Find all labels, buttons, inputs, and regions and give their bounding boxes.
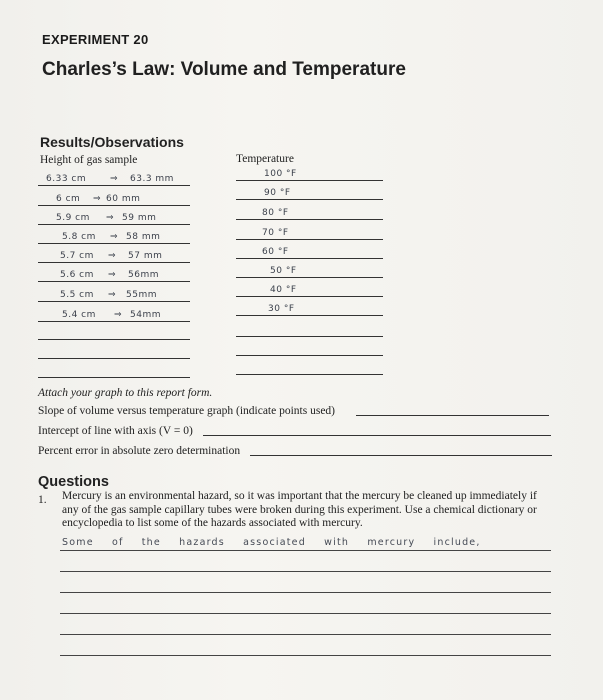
slope-answer-line[interactable] bbox=[356, 415, 549, 416]
temperature-value: 50 °F bbox=[270, 266, 297, 276]
height-row bbox=[38, 268, 190, 282]
height-mm: 59 mm bbox=[122, 213, 157, 223]
height-row bbox=[38, 172, 190, 186]
intercept-label: Intercept of line with axis (V = 0) bbox=[38, 425, 193, 437]
blank-height-line bbox=[38, 339, 190, 340]
attach-graph-note: Attach your graph to this report form. bbox=[38, 387, 213, 399]
height-column-header: Height of gas sample bbox=[40, 154, 138, 166]
temperature-column-header: Temperature bbox=[236, 153, 294, 165]
temperature-value: 30 °F bbox=[268, 304, 295, 314]
temperature-line bbox=[236, 219, 383, 220]
temperature-row bbox=[236, 167, 383, 181]
height-cm: 5.4 cm bbox=[62, 310, 96, 320]
height-line bbox=[38, 243, 190, 244]
height-row bbox=[38, 230, 190, 244]
temperature-line bbox=[236, 258, 383, 259]
temperature-value: 40 °F bbox=[270, 285, 297, 295]
temperature-value: 80 °F bbox=[262, 208, 289, 218]
height-line bbox=[38, 185, 190, 186]
temperature-row bbox=[236, 264, 383, 278]
height-cm: 5.9 cm bbox=[56, 213, 90, 223]
height-line bbox=[38, 224, 190, 225]
height-line bbox=[38, 281, 190, 282]
temperature-line bbox=[236, 239, 383, 240]
percent-error-answer-line[interactable] bbox=[250, 455, 552, 456]
height-row bbox=[38, 308, 190, 322]
height-cm: 5.6 cm bbox=[60, 270, 94, 280]
question-number: 1. bbox=[38, 494, 47, 506]
question-1-text: Mercury is an environmental hazard, so it was important that the mercury be cleaned up immediately if any of the gas sample capillary tubes were broken during this experiment. Use a chemical dictionary or encyclopedia to list some of the hazards associated with mercury. bbox=[62, 490, 537, 529]
blank-temperature-line bbox=[236, 355, 383, 356]
answer-handwriting: Some of the hazards associated with mercury include, bbox=[62, 537, 481, 548]
height-line bbox=[38, 205, 190, 206]
height-cm: 6 cm bbox=[56, 194, 81, 204]
height-mm: 60 mm bbox=[106, 194, 141, 204]
arrow-icon: ⇒ bbox=[93, 194, 102, 204]
height-mm: 54mm bbox=[130, 310, 161, 320]
height-line bbox=[38, 321, 190, 322]
height-cm: 5.7 cm bbox=[60, 251, 94, 261]
percent-error-label: Percent error in absolute zero determination bbox=[38, 445, 241, 457]
height-mm: 58 mm bbox=[126, 232, 161, 242]
height-cm: 6.33 cm bbox=[46, 174, 87, 184]
questions-heading: Questions bbox=[38, 474, 109, 490]
answer-line[interactable] bbox=[60, 550, 551, 551]
arrow-icon: ⇒ bbox=[108, 251, 117, 261]
height-mm: 55mm bbox=[126, 290, 157, 300]
temperature-line bbox=[236, 315, 383, 316]
temperature-value: 90 °F bbox=[264, 188, 291, 198]
arrow-icon: ⇒ bbox=[114, 310, 123, 320]
blank-height-line bbox=[38, 358, 190, 359]
arrow-icon: ⇒ bbox=[106, 213, 115, 223]
height-row bbox=[38, 211, 190, 225]
answer-line[interactable] bbox=[60, 634, 551, 635]
height-cm: 5.8 cm bbox=[62, 232, 96, 242]
blank-temperature-line bbox=[236, 374, 383, 375]
height-cm: 5.5 cm bbox=[60, 290, 94, 300]
answer-line[interactable] bbox=[60, 655, 551, 656]
temperature-line bbox=[236, 296, 383, 297]
blank-height-line bbox=[38, 377, 190, 378]
intercept-answer-line[interactable] bbox=[203, 435, 551, 436]
temperature-row bbox=[236, 245, 383, 259]
temperature-value: 60 °F bbox=[262, 247, 289, 257]
height-mm: 56mm bbox=[128, 270, 159, 280]
arrow-icon: ⇒ bbox=[108, 270, 117, 280]
temperature-row bbox=[236, 226, 383, 240]
results-heading: Results/Observations bbox=[40, 134, 184, 150]
answer-line[interactable] bbox=[60, 571, 551, 572]
temperature-line bbox=[236, 180, 383, 181]
experiment-label: EXPERIMENT 20 bbox=[42, 32, 149, 47]
height-line bbox=[38, 301, 190, 302]
temperature-row bbox=[236, 283, 383, 297]
page-title: Charles’s Law: Volume and Temperature bbox=[42, 59, 406, 80]
answer-line[interactable] bbox=[60, 613, 551, 614]
temperature-row bbox=[236, 206, 383, 220]
height-mm: 63.3 mm bbox=[130, 174, 174, 184]
height-row bbox=[38, 192, 190, 206]
height-row bbox=[38, 288, 190, 302]
arrow-icon: ⇒ bbox=[108, 290, 117, 300]
temperature-row bbox=[236, 302, 383, 316]
temperature-value: 100 °F bbox=[264, 169, 297, 179]
temperature-value: 70 °F bbox=[262, 228, 289, 238]
temperature-row bbox=[236, 186, 383, 200]
arrow-icon: ⇒ bbox=[110, 174, 119, 184]
arrow-icon: ⇒ bbox=[110, 232, 119, 242]
temperature-line bbox=[236, 199, 383, 200]
temperature-line bbox=[236, 277, 383, 278]
height-line bbox=[38, 262, 190, 263]
height-mm: 57 mm bbox=[128, 251, 163, 261]
answer-line[interactable] bbox=[60, 592, 551, 593]
blank-temperature-line bbox=[236, 336, 383, 337]
height-row bbox=[38, 249, 190, 263]
slope-label: Slope of volume versus temperature graph (indicate points used) bbox=[38, 405, 336, 417]
